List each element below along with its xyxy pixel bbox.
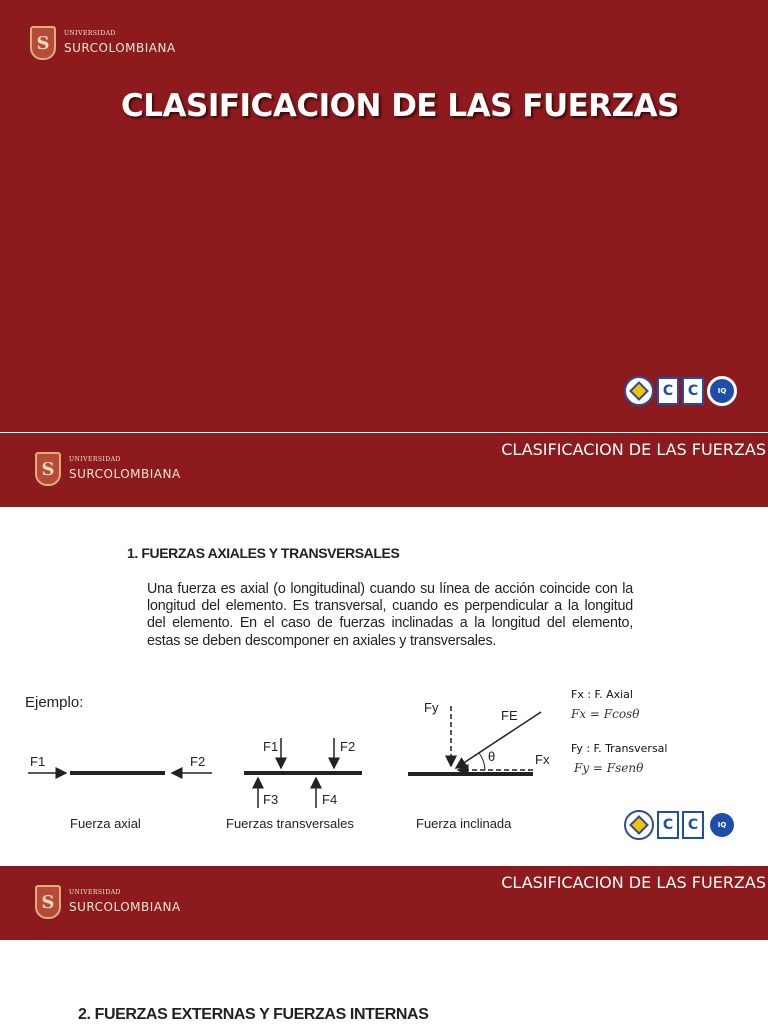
- inclined-theta-label: θ: [488, 749, 496, 764]
- fx-note: Fx : F. Axial: [571, 688, 633, 701]
- university-logo: [30, 26, 176, 60]
- transversal-caption: Fuerzas transversales: [226, 816, 354, 831]
- theta-arc: [479, 753, 485, 770]
- slide-title: CLASIFICACION DE LAS FUERZAS: [121, 88, 679, 124]
- shield-emblem-icon: S: [35, 885, 61, 919]
- logo-small-text: UNIVERSIDAD: [69, 888, 121, 896]
- band-title: CLASIFICACION DE LAS FUERZAS: [501, 440, 766, 459]
- logo-name: SURCOLOMBIANA: [69, 899, 181, 914]
- shield-emblem-icon: S: [35, 452, 61, 486]
- axial-f1-label: F1: [30, 754, 46, 769]
- inclined-fy-label: Fy: [424, 700, 439, 715]
- certification-badges: [624, 376, 737, 406]
- logo-name: SURCOLOMBIANA: [69, 466, 181, 481]
- transversal-f4-label: F4: [322, 792, 338, 807]
- section-heading: 2. FUERZAS EXTERNAS Y FUERZAS INTERNAS: [78, 1006, 429, 1023]
- band-title: CLASIFICACION DE LAS FUERZAS: [501, 873, 766, 892]
- certification-badges: [624, 810, 737, 840]
- inclined-fe-arrow: [456, 712, 541, 768]
- iqnet-badge-icon: IQ: [707, 810, 737, 840]
- university-logo: [35, 452, 181, 486]
- transversal-f2-label: F2: [340, 739, 356, 754]
- icontec-badge-icon: C: [657, 811, 679, 839]
- inclined-caption: Fuerza inclinada: [416, 816, 512, 831]
- logo-name: SURCOLOMBIANA: [64, 40, 176, 55]
- inclined-fx-label: Fx: [535, 752, 550, 767]
- certification-seal-icon: [624, 810, 654, 840]
- section-heading: 1. FUERZAS AXIALES Y TRANSVERSALES: [127, 545, 400, 561]
- logo-small-text: UNIVERSIDAD: [64, 29, 116, 37]
- iso-badge-icon: C: [682, 811, 704, 839]
- transversal-f1-label: F1: [263, 739, 279, 754]
- university-logo: [35, 885, 181, 919]
- iso-badge-icon: C: [682, 377, 704, 405]
- example-label: Ejemplo:: [25, 694, 84, 711]
- certification-seal-icon: [624, 376, 654, 406]
- inclined-fe-label: FE: [501, 708, 518, 723]
- header-band: [0, 433, 768, 507]
- iqnet-badge-icon: IQ: [707, 376, 737, 406]
- axial-f2-label: F2: [190, 754, 206, 769]
- fx-formula: Fx = Fcosθ: [571, 707, 640, 721]
- shield-emblem-icon: S: [30, 26, 56, 60]
- transversal-f3-label: F3: [263, 792, 279, 807]
- icontec-badge-icon: C: [657, 377, 679, 405]
- title-slide: [0, 0, 768, 432]
- fy-formula: Fy = Fsenθ: [574, 761, 644, 775]
- fy-note: Fy : F. Transversal: [571, 742, 668, 755]
- axial-caption: Fuerza axial: [70, 816, 141, 831]
- logo-small-text: UNIVERSIDAD: [69, 455, 121, 463]
- header-band: [0, 866, 768, 940]
- section-paragraph: Una fuerza es axial (o longitudinal) cuando su línea de acción coincide con la longitud del elemento. Es transversal, cuando es perpendicular a la longitud del elemento. En el caso de fuerzas inclinadas a la longitud del elemento, estas se deben descomponer en axiales y transversales.: [147, 581, 633, 649]
